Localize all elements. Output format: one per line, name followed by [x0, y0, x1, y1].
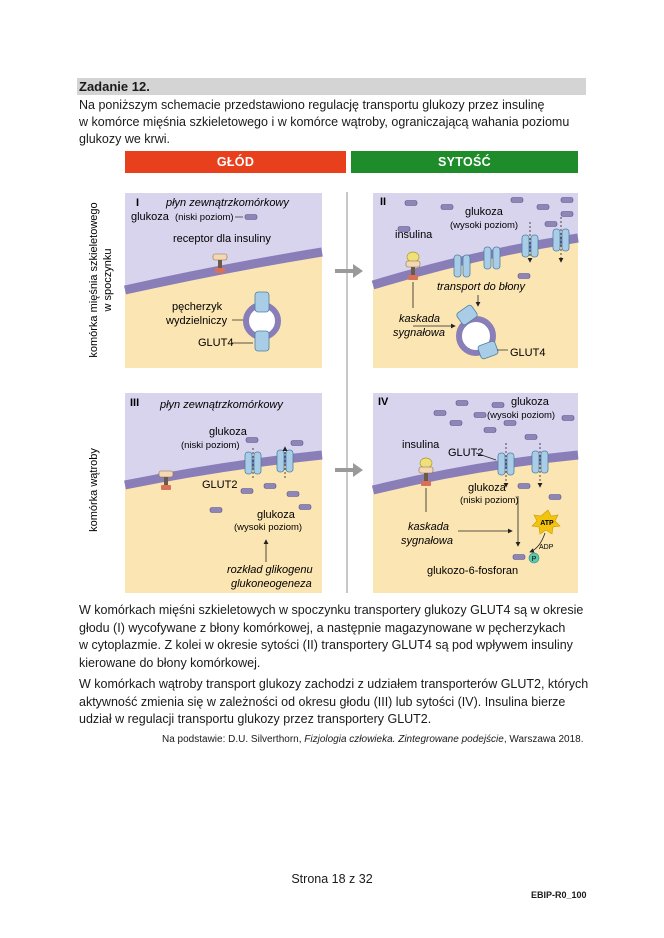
panel-2-numeral: II	[380, 196, 387, 208]
panel-4-glucose-out: glukoza	[511, 396, 549, 408]
source-citation	[162, 734, 584, 745]
panel-1	[125, 193, 322, 368]
paragraph-2-line-3: udział w regulacji transportu glukozy przez transportery GLUT2.	[79, 712, 432, 726]
document-code: EBIP-R0_100	[531, 890, 587, 900]
paragraph-1-line-4: kierowane do błony komórkowej.	[79, 655, 261, 670]
panel-2-cascade-2: sygnałowa	[393, 327, 445, 339]
panel-3-glucose-in-level: (wysoki poziom)	[234, 522, 303, 533]
panel-1-receptor: receptor dla insuliny	[173, 233, 271, 245]
panel-2-glucose-level: (wysoki poziom)	[450, 220, 519, 231]
panel-4-phosphate-label: P	[531, 556, 537, 563]
panel-2-transport: transport do błony	[437, 281, 526, 293]
panel-3-glucose-out-level: (niski poziom)	[181, 440, 240, 451]
hunger-header: GŁÓD	[125, 151, 346, 173]
satiety-header: SYTOŚĆ	[351, 151, 578, 173]
panel-4-glucose-out-level: (wysoki poziom)	[487, 410, 556, 421]
paragraph-2-line-1: W komórkach wątroby transport glukozy zachodzi z udziałem transporterów GLUT2, których	[79, 677, 589, 691]
panel-3-extracellular: płyn zewnątrzkomórkowy	[160, 399, 283, 411]
row-label-liver: komórka wątroby	[88, 448, 100, 532]
source-title: Fizjologia człowieka. Zintegrowane podejście	[304, 734, 504, 745]
panel-4-cascade-2: sygnałowa	[401, 535, 453, 547]
panel-4-insulin: insulina	[402, 439, 440, 451]
intro-line-2: w komórce mięśnia szkieletowego i w komórce wątroby, ograniczającą wahania poziomu	[79, 115, 570, 129]
panel-2	[373, 193, 578, 368]
panel-2-glut4: GLUT4	[510, 347, 546, 359]
panel-4-glut2: GLUT2	[448, 447, 484, 459]
task-title: Zadanie 12.	[79, 79, 150, 94]
panel-3-glut2: GLUT2	[202, 479, 238, 491]
page-number: Strona 18 z 32	[291, 872, 373, 886]
panel-3-process-2: glukoneogeneza	[231, 578, 312, 590]
panel-4-glucose-in-level: (niski poziom)	[460, 495, 519, 506]
panel-4-cascade-1: kaskada	[408, 521, 449, 533]
panel-1-vesicle-2: wydzielniczy	[166, 315, 228, 327]
panel-4-adp: ADP	[539, 544, 554, 551]
intro-line-3: glukozy we krwi.	[79, 132, 170, 146]
panel-1-glucose: glukoza	[131, 211, 169, 223]
paragraph-1-line-1: W komórkach mięśni szkieletowych w spoczynku transportery glukozy GLUT4 są w okresie	[79, 603, 584, 617]
panel-4-numeral: IV	[378, 396, 389, 408]
row-label-muscle-sub: w spoczynku	[102, 248, 114, 312]
panel-2-glucose: glukoza	[465, 206, 503, 218]
panel-3-glucose-in: glukoza	[257, 509, 295, 521]
paragraph-1-line-3: w cytoplazmie. Z kolei w okresie sytości (II) transportery GLUT4 są pod wpływem insuliny	[79, 638, 573, 652]
panel-4-atp-label: ATP	[540, 520, 554, 527]
panel-4-glucose-in: glukoza	[468, 482, 506, 494]
panel-3-numeral: III	[130, 397, 140, 409]
panel-4-product: glukozo-6-fosforan	[427, 565, 519, 577]
panel-4	[373, 393, 578, 593]
panel-1-vesicle-1: pęcherzyk	[172, 301, 223, 313]
source-prefix: Na podstawie: D.U. Silverthorn,	[162, 734, 305, 745]
paragraph-1-line-2: głodu (I) wycofywane z błony komórkowej, a następnie magazynowane w pęcherzykach	[79, 620, 566, 635]
panel-1-glucose-level: (niski poziom)	[175, 212, 234, 223]
intro-line-1: Na poniższym schemacie przedstawiono regulację transportu glukozy przez insulinę	[79, 98, 545, 112]
panel-3	[125, 393, 322, 593]
panel-2-insulin: insulina	[395, 229, 433, 241]
panel-1-extracellular: płyn zewnątrzkomórkowy	[166, 197, 289, 209]
paragraph-2-line-2: aktywność zmienia się w zależności od okresu głodu (III) lub sytości (IV). Insulina bierze	[79, 694, 566, 709]
panel-3-process-1: rozkład glikogenu	[227, 564, 313, 576]
panel-3-glucose-out: glukoza	[209, 426, 247, 438]
panel-1-glut4: GLUT4	[198, 337, 234, 349]
panel-2-cascade-1: kaskada	[399, 313, 440, 325]
row-label-muscle: komórka mięśnia szkieletowego	[88, 202, 100, 358]
source-suffix: , Warszawa 2018.	[503, 734, 584, 745]
panel-1-numeral: I	[136, 197, 140, 209]
